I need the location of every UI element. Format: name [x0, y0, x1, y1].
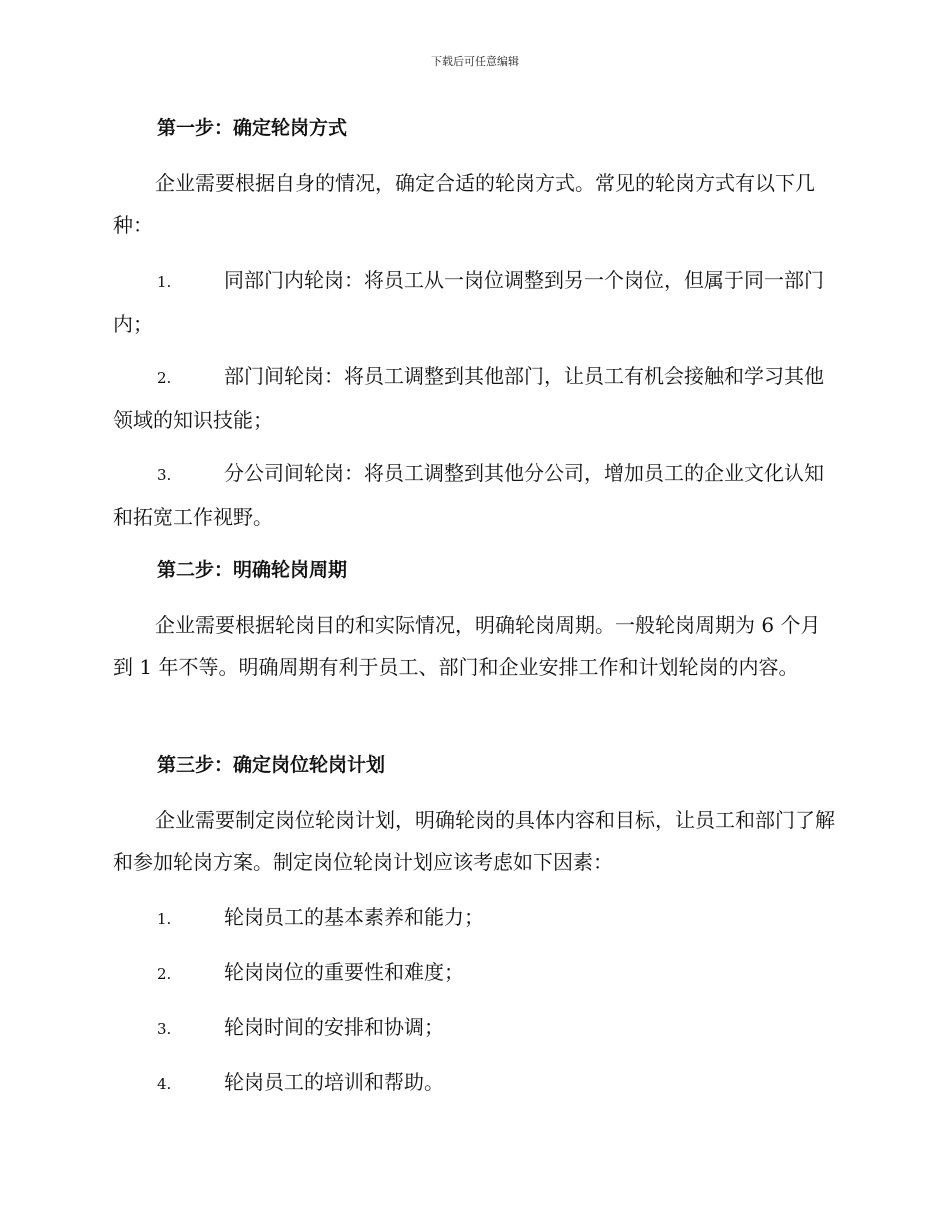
section-heading-3: 第三步：确定岗位轮岗计划	[157, 754, 386, 776]
list-item	[113, 896, 837, 940]
list-item-text: 部门间轮岗：将员工调整到其他部门，让员工有机会接触和学习其他领域的知识技能；	[113, 364, 824, 432]
section-2-intro: 企业需要根据轮岗目的和实际情况，明确轮岗周期。一般轮岗周期为 6 个月到 1 年不等。明确周期有利于员工、部门和企业安排工作和计划轮岗的内容。	[113, 613, 821, 679]
list-item-text: 同部门内轮岗：将员工从一岗位调整到另一个岗位，但属于同一部门内；	[113, 268, 824, 336]
list-item-number: 1.	[157, 910, 172, 928]
list-item-text: 分公司间轮岗：将员工调整到其他分公司，增加员工的企业文化认知和拓宽工作视野。	[113, 461, 824, 529]
list-item	[113, 259, 837, 345]
list-item-text: 轮岗岗位的重要性和难度；	[224, 960, 464, 984]
list-item	[113, 355, 837, 441]
section-3-intro: 企业需要制定岗位轮岗计划，明确轮岗的具体内容和目标，让员工和部门了解和参加轮岗方案。制定岗位轮岗计划应该考虑如下因素：	[113, 808, 835, 874]
list-item	[113, 1061, 837, 1105]
list-item-number: 2.	[157, 965, 172, 983]
section-1-intro: 企业需要根据自身的情况，确定合适的轮岗方式。常见的轮岗方式有以下几种：	[113, 171, 815, 237]
list-item	[113, 951, 837, 995]
list-item	[113, 452, 837, 538]
list-item-number: 4.	[157, 1075, 172, 1093]
list-item-number: 2.	[157, 369, 172, 387]
list-item-number: 3.	[157, 1020, 172, 1038]
list-item-text: 轮岗时间的安排和协调；	[224, 1015, 444, 1039]
list-item-text: 轮岗员工的基本素养和能力；	[224, 905, 484, 929]
list-item-number: 1.	[157, 273, 172, 291]
list-item	[113, 1006, 837, 1050]
list-item-number: 3.	[157, 466, 172, 484]
list-item-text: 轮岗员工的培训和帮助。	[224, 1070, 444, 1094]
page-header-note: 下载后可任意编辑	[431, 55, 519, 68]
section-heading-1: 第一步：确定轮岗方式	[157, 117, 348, 139]
section-heading-2: 第二步：明确轮岗周期	[157, 559, 348, 581]
